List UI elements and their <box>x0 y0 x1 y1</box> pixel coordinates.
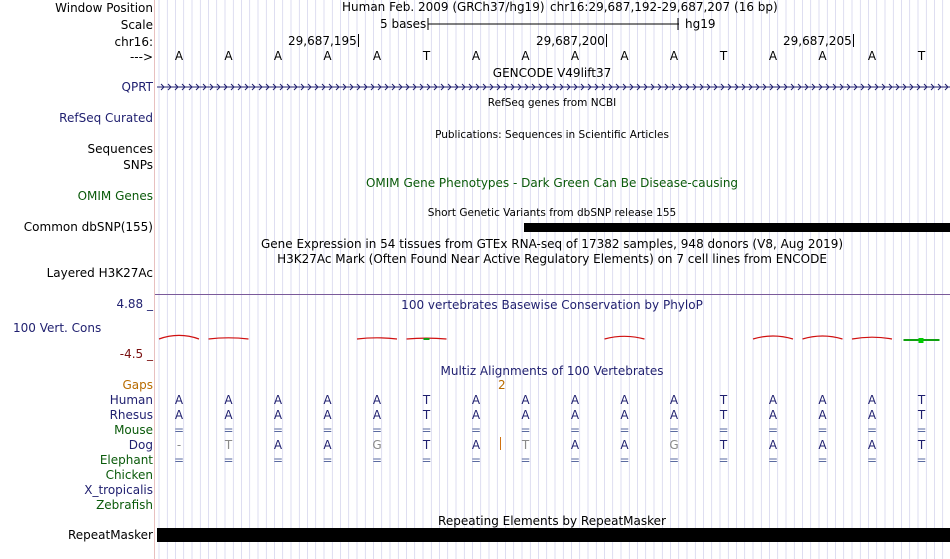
omim-label[interactable]: OMIM Genes <box>77 189 153 203</box>
base-letter: A <box>273 49 283 63</box>
mouse-aligned-base: = <box>569 423 581 437</box>
dog-aligned-base: - <box>176 438 182 452</box>
rmsk-feature-bar[interactable] <box>157 528 950 542</box>
elephant-label: Elephant <box>99 453 153 467</box>
db-text: hg19 <box>685 17 716 31</box>
elephant-aligned-base: = <box>916 453 927 467</box>
base-letter: A <box>867 49 877 63</box>
cons-mark-negative <box>424 338 430 340</box>
rhesus-aligned-base: A <box>620 408 629 422</box>
dog-aligned-base: T <box>422 438 431 452</box>
scale-bar <box>427 16 680 32</box>
cons-mark-block <box>919 338 924 343</box>
track-area[interactable] <box>155 0 950 559</box>
cons-top-line <box>155 294 950 295</box>
assembly-title: Human Feb. 2009 (GRCh37/hg19) <box>342 0 545 14</box>
mouse-aligned-base: = <box>767 423 779 437</box>
base-letter: A <box>521 49 530 63</box>
mouse-label: Mouse <box>114 423 153 437</box>
qprt-gene-feature[interactable] <box>155 81 950 93</box>
base-letter: A <box>768 49 778 63</box>
ruler-tick-3-label: 29,687,205 <box>783 34 852 48</box>
base-letter: A <box>372 49 382 63</box>
base-letter: A <box>224 49 233 63</box>
repeatmasker-label[interactable]: RepeatMasker <box>67 528 153 542</box>
scale-text: 5 bases <box>380 17 427 31</box>
human-label: Human <box>109 393 153 407</box>
base-letter: A <box>174 49 184 63</box>
base-letter: A <box>818 49 827 63</box>
rhesus-label: Rhesus <box>109 408 153 422</box>
ruler-tick-2-label: 29,687,200 <box>536 34 605 48</box>
human-aligned-base: A <box>867 393 877 407</box>
base-letter: A <box>570 49 580 63</box>
base-letter: A <box>323 49 332 63</box>
elephant-aligned-base: = <box>421 453 432 467</box>
cons-mark <box>159 335 199 339</box>
position-text: chr16:29,687,192-29,687,207 (16 bp) <box>550 0 778 14</box>
chrom-label: chr16: <box>114 35 153 49</box>
human-aligned-base: T <box>422 393 431 407</box>
publications-track-title: Publications: Sequences in Scientific Articles <box>435 129 669 141</box>
rhesus-aligned-base: A <box>372 408 382 422</box>
dbsnp-track-title: Short Genetic Variants from dbSNP release 155 <box>427 207 677 219</box>
dog-aligned-base: A <box>768 438 778 452</box>
dog-label: Dog <box>128 438 153 452</box>
ruler-tick-2 <box>536 34 607 48</box>
refseq-label[interactable]: RefSeq Curated <box>59 111 153 125</box>
mouse-aligned-base: = <box>371 423 383 437</box>
base-letter: T <box>917 49 926 63</box>
dog-aligned-base: A <box>570 438 580 452</box>
rhesus-aligned-base: A <box>174 408 184 422</box>
gtex-track-title: Gene Expression in 54 tissues from GTEx RNA-seq of 17382 samples, 948 donors (V8, Aug 2019) <box>260 237 844 251</box>
rhesus-aligned-base: T <box>719 408 728 422</box>
elephant-aligned-base: = <box>817 453 828 467</box>
human-aligned-base: A <box>669 393 679 407</box>
rhesus-aligned-base: A <box>224 408 233 422</box>
multiz-track-title: Multiz Alignments of 100 Vertebrates <box>440 364 664 378</box>
rhesus-aligned-base: A <box>323 408 332 422</box>
snps-label[interactable]: SNPs <box>123 158 153 172</box>
rhesus-aligned-base: A <box>867 408 877 422</box>
rhesus-aligned-base: T <box>422 408 431 422</box>
base-letter: T <box>719 49 728 63</box>
mouse-aligned-base: = <box>619 423 630 437</box>
cons-max-label: 4.88 _ <box>116 297 153 311</box>
rhesus-aligned-base: A <box>521 408 530 422</box>
rhesus-aligned-base: A <box>669 408 679 422</box>
mouse-aligned-base: = <box>173 423 185 437</box>
base-letter: T <box>422 49 431 63</box>
base-letter: A <box>669 49 679 63</box>
base-letter: A <box>471 49 481 63</box>
cons-mark <box>753 336 793 339</box>
mouse-aligned-base: = <box>520 423 531 437</box>
gap-count: 2 <box>498 378 506 392</box>
ruler-tick-1-label: 29,687,195 <box>288 34 357 48</box>
rhesus-aligned-base: A <box>471 408 481 422</box>
human-aligned-base: A <box>471 393 481 407</box>
dog-aligned-base: T <box>521 438 530 452</box>
human-aligned-base: A <box>174 393 184 407</box>
human-aligned-base: A <box>768 393 778 407</box>
mouse-aligned-base: = <box>668 423 680 437</box>
human-aligned-base: A <box>521 393 530 407</box>
human-aligned-base: A <box>372 393 382 407</box>
elephant-aligned-base: = <box>866 453 878 467</box>
human-aligned-base: A <box>620 393 629 407</box>
dog-aligned-base: G <box>669 438 679 452</box>
elephant-aligned-base: = <box>272 453 284 467</box>
mouse-aligned-base: = <box>421 423 432 437</box>
dog-aligned-base: A <box>818 438 827 452</box>
sequences-label[interactable]: Sequences <box>87 142 153 156</box>
chicken-label: Chicken <box>105 468 153 482</box>
elephant-aligned-base: = <box>520 453 531 467</box>
mouse-aligned-base: = <box>718 423 729 437</box>
cons-track-label[interactable]: 100 Vert. Cons <box>13 321 102 335</box>
mouse-aligned-base: = <box>322 423 333 437</box>
qprt-label[interactable]: QPRT <box>121 80 153 94</box>
mouse-aligned-base: = <box>272 423 284 437</box>
human-aligned-base: A <box>323 393 332 407</box>
strand-label: ---> <box>129 50 153 64</box>
mouse-aligned-base: = <box>470 423 482 437</box>
window-position-label: Window Position <box>55 1 153 15</box>
elephant-aligned-base: = <box>322 453 333 467</box>
human-aligned-base: T <box>917 393 926 407</box>
cons-mark <box>803 336 843 339</box>
mouse-aligned-base: = <box>223 423 234 437</box>
human-aligned-base: T <box>719 393 728 407</box>
dog-aligned-base: T <box>719 438 728 452</box>
conservation-plot <box>155 320 950 360</box>
ruler-tick-1 <box>288 34 359 48</box>
elephant-aligned-base: = <box>619 453 630 467</box>
elephant-aligned-base: = <box>223 453 234 467</box>
dog-aligned-base: A <box>471 438 481 452</box>
dog-aligned-base: T <box>917 438 926 452</box>
common-dbsnp-label[interactable]: Common dbSNP(155) <box>23 220 153 234</box>
gencode-track-title: GENCODE V49lift37 <box>492 66 612 80</box>
elephant-aligned-base: = <box>173 453 185 467</box>
human-aligned-base: A <box>273 393 283 407</box>
zebrafish-label: Zebrafish <box>96 498 153 512</box>
h3k27ac-track-title: H3K27Ac Mark (Often Found Near Active Regulatory Elements) on 7 cell lines from ENCODE <box>277 252 827 266</box>
layered-h3k27ac-label[interactable]: Layered H3K27Ac <box>46 266 153 280</box>
rhesus-aligned-base: A <box>570 408 580 422</box>
ruler-tick-3 <box>783 34 854 48</box>
dog-aligned-base: A <box>273 438 283 452</box>
elephant-aligned-base: = <box>767 453 779 467</box>
xtropicalis-label: X_tropicalis <box>84 483 153 497</box>
dog-aligned-base: T <box>224 438 233 452</box>
elephant-aligned-base: = <box>371 453 383 467</box>
mouse-aligned-base: = <box>866 423 878 437</box>
dbsnp-feature-bar[interactable] <box>524 223 950 232</box>
rhesus-aligned-base: A <box>818 408 827 422</box>
base-letter: A <box>620 49 629 63</box>
elephant-aligned-base: = <box>569 453 581 467</box>
mouse-aligned-base: = <box>916 423 927 437</box>
rmsk-track-title: Repeating Elements by RepeatMasker <box>438 514 666 528</box>
elephant-aligned-base: = <box>718 453 729 467</box>
omim-track-title: OMIM Gene Phenotypes - Dark Green Can Be Disease-causing <box>365 176 739 190</box>
elephant-aligned-base: = <box>470 453 482 467</box>
dog-insertion-marker <box>500 437 501 450</box>
human-aligned-base: A <box>224 393 233 407</box>
dog-aligned-base: G <box>372 438 382 452</box>
gaps-label: Gaps <box>122 378 153 392</box>
cons-mark <box>357 338 397 339</box>
track-labels <box>0 0 155 559</box>
dog-aligned-base: A <box>620 438 629 452</box>
human-aligned-base: A <box>818 393 827 407</box>
refseq-track-title: RefSeq genes from NCBI <box>487 97 617 109</box>
human-aligned-base: A <box>570 393 580 407</box>
cons-min-label: -4.5 _ <box>119 347 153 361</box>
rhesus-aligned-base: A <box>273 408 283 422</box>
cons-track-title: 100 vertebrates Basewise Conservation by PhyloP <box>401 298 703 312</box>
rhesus-aligned-base: A <box>768 408 778 422</box>
dog-aligned-base: A <box>323 438 332 452</box>
rhesus-aligned-base: T <box>917 408 926 422</box>
cons-mark <box>852 337 892 339</box>
cons-mark <box>605 336 645 339</box>
dog-aligned-base: A <box>867 438 877 452</box>
scale-label: Scale <box>120 18 153 32</box>
cons-mark <box>209 338 249 339</box>
mouse-aligned-base: = <box>817 423 828 437</box>
elephant-aligned-base: = <box>668 453 680 467</box>
